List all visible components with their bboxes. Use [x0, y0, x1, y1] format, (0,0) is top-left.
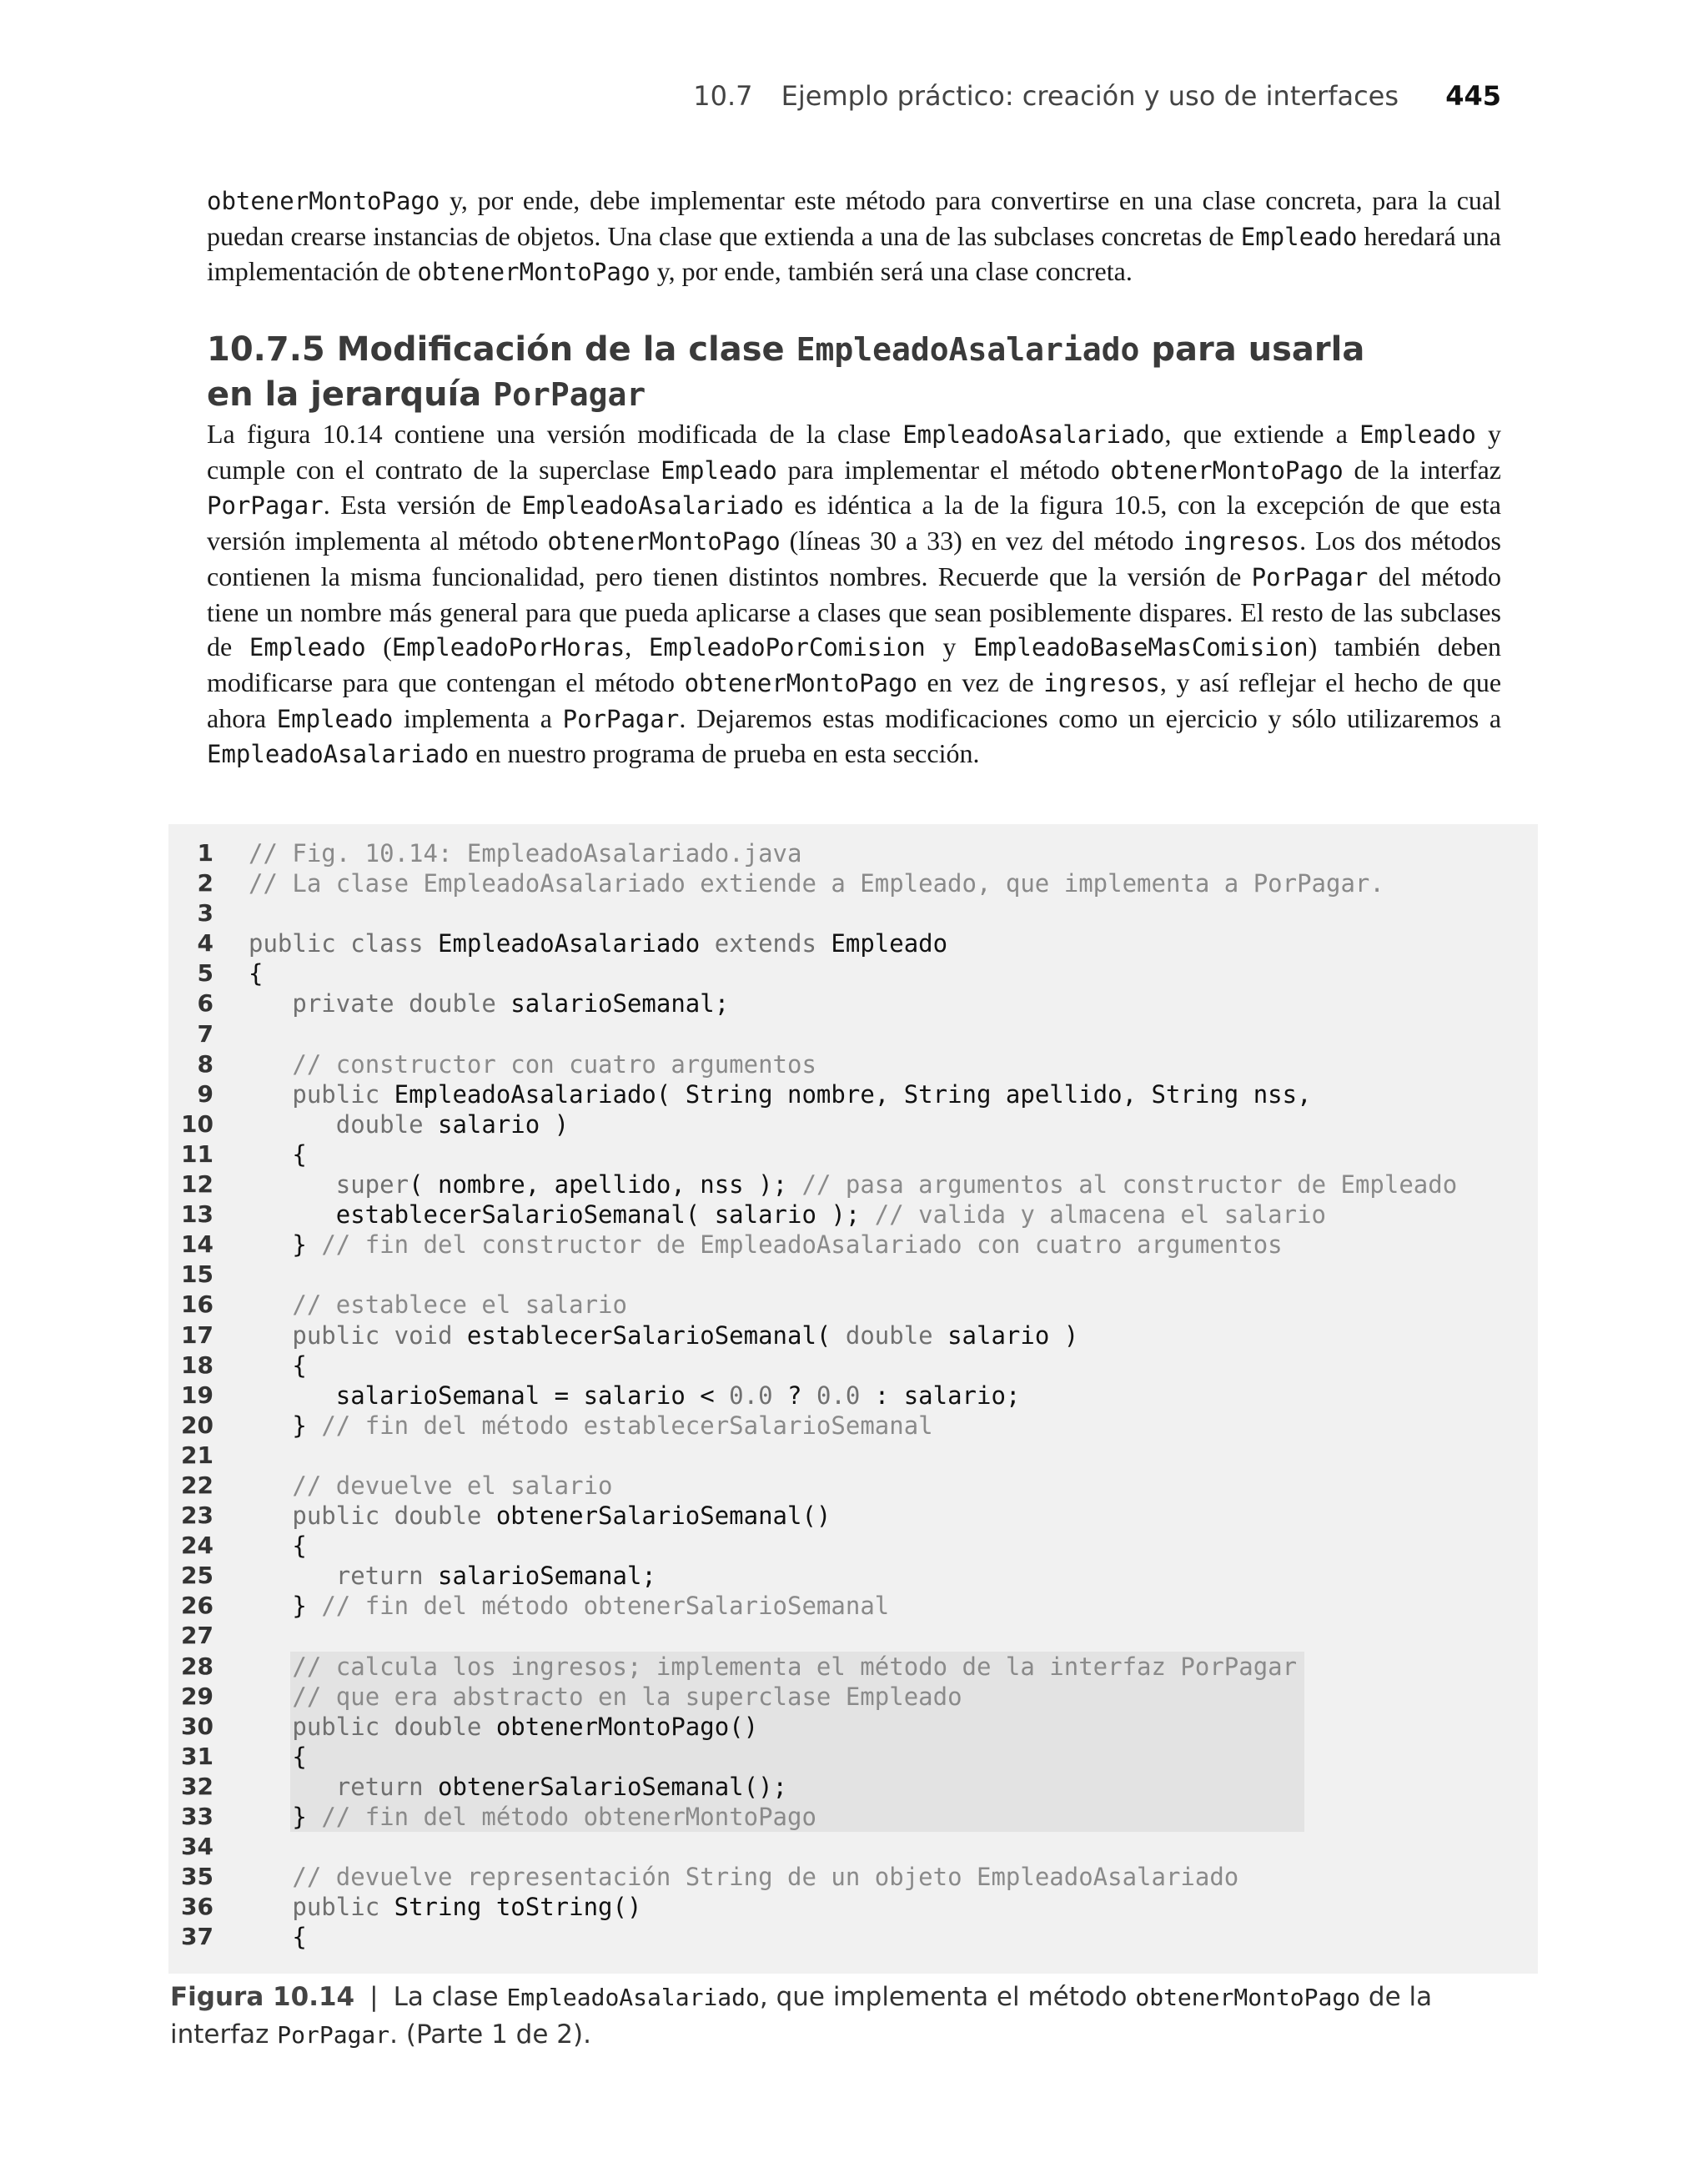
- inline-code: PorPagar: [493, 376, 646, 413]
- line-number: 27: [181, 1622, 214, 1650]
- line-number: 35: [181, 1863, 214, 1891]
- code-line: [0, 1862, 1501, 1892]
- inline-code: ingresos: [1043, 668, 1160, 697]
- code-comment: // fin del método obtenerMontoPago: [321, 1803, 816, 1831]
- code-text: [249, 1652, 1297, 1682]
- code-token: : salario;: [860, 1381, 1021, 1410]
- code-token: salarioSemanal;: [510, 989, 730, 1019]
- line-number: 33: [181, 1803, 214, 1830]
- code-comment: // que era abstracto en la superclase Empleado: [292, 1682, 962, 1711]
- line-number: 22: [181, 1471, 214, 1499]
- inline-code: Empleado: [661, 455, 777, 485]
- code-text: [249, 1862, 1238, 1892]
- code-token: [249, 1501, 292, 1530]
- code-text: [249, 1742, 307, 1772]
- code-line: [0, 1892, 1501, 1922]
- code-text: [249, 1802, 816, 1832]
- code-text: [249, 1139, 307, 1169]
- text-run: de la interfaz: [1343, 454, 1502, 485]
- code-line: [0, 928, 1501, 958]
- code-text: [249, 1712, 758, 1742]
- line-number: 9: [197, 1079, 214, 1108]
- code-token: salario ): [947, 1320, 1079, 1350]
- code-line: [0, 988, 1501, 1019]
- code-text: [249, 1772, 787, 1802]
- code-comment: // fin del método establecerSalarioSemanal: [321, 1411, 933, 1440]
- code-comment: // fin del método obtenerSalarioSemanal: [321, 1592, 890, 1621]
- code-text: [249, 1922, 307, 1952]
- code-keyword: 0.0: [729, 1381, 773, 1410]
- code-token: [249, 1652, 292, 1681]
- code-line: [0, 1169, 1501, 1200]
- line-number: 6: [197, 989, 214, 1018]
- code-token: [249, 1290, 292, 1319]
- code-line: [0, 1682, 1501, 1712]
- code-line: [0, 1230, 1501, 1260]
- code-text: [249, 958, 263, 988]
- line-number: 18: [181, 1351, 214, 1379]
- code-text: [249, 1290, 627, 1320]
- line-number: 5: [197, 959, 214, 988]
- code-text: [249, 1230, 1283, 1260]
- text-run: . Esta versión de: [323, 490, 522, 521]
- code-token: }: [249, 1411, 322, 1440]
- code-keyword: public void: [292, 1320, 467, 1350]
- code-token: }: [249, 1592, 322, 1621]
- code-comment: // La clase EmpleadoAsalariado extiende a Empleado, que implementa a PorPagar.: [249, 869, 1384, 898]
- inline-code: PorPagar: [562, 704, 680, 733]
- code-line: [0, 1531, 1501, 1561]
- section-heading-text: [207, 330, 1364, 414]
- code-token: [249, 1471, 292, 1500]
- code-text: [249, 1079, 1312, 1109]
- code-line: [0, 1591, 1501, 1621]
- code-token: {: [249, 959, 264, 988]
- line-number: 11: [181, 1139, 214, 1168]
- line-number: 21: [181, 1441, 214, 1469]
- text-run: del método tiene un nombre más general para que pueda aplicarse a clases que sean posiblemente dispares. El resto de las subclases de: [207, 561, 1502, 662]
- code-line: [0, 898, 1501, 928]
- code-line: [0, 1712, 1501, 1742]
- code-keyword: public class: [249, 929, 438, 958]
- line-number: 24: [181, 1532, 214, 1560]
- code-comment: // fin del constructor de EmpleadoAsalariado con cuatro argumentos: [321, 1230, 1283, 1260]
- code-token: [249, 1683, 292, 1711]
- code-token: [249, 1562, 336, 1590]
- section-heading: [207, 327, 1541, 417]
- code-line: [0, 1200, 1501, 1230]
- code-token: {: [249, 1532, 307, 1561]
- code-keyword: return: [335, 1562, 438, 1591]
- code-token: obtenerSalarioSemanal(): [495, 1501, 831, 1531]
- line-number: 7: [197, 1019, 214, 1048]
- text-run: ,: [625, 631, 649, 662]
- code-token: salarioSemanal;: [437, 1562, 656, 1591]
- line-number: 2: [197, 869, 214, 898]
- header-section-number: 10.7: [693, 80, 753, 112]
- inline-code: ingresos: [1183, 527, 1300, 556]
- caption-separator: |: [369, 1982, 379, 2012]
- code-line: [0, 1501, 1501, 1531]
- code-text: [249, 1501, 831, 1531]
- code-token: [249, 1080, 292, 1109]
- inline-code: EmpleadoAsalariado: [902, 420, 1165, 449]
- code-listing: [0, 838, 1501, 1952]
- code-line: [0, 1381, 1501, 1411]
- code-text: [249, 1049, 816, 1079]
- text-run: heredará una implementación de: [207, 220, 1502, 287]
- inline-code: EmpleadoPorHoras: [391, 633, 625, 662]
- line-number: 23: [181, 1501, 214, 1530]
- code-line: [0, 1139, 1501, 1169]
- code-token: EmpleadoAsalariado: [437, 929, 715, 958]
- code-text: [249, 1892, 641, 1922]
- code-token: String toString(): [394, 1893, 642, 1922]
- line-number: 10: [181, 1109, 214, 1138]
- code-token: establecerSalarioSemanal(: [466, 1320, 846, 1350]
- line-number: 31: [181, 1742, 214, 1770]
- code-token: [249, 1773, 336, 1801]
- code-keyword: super: [335, 1170, 409, 1200]
- code-line: [0, 1049, 1501, 1079]
- code-keyword: public double: [292, 1501, 496, 1531]
- text-run: en nuestro programa de prueba en esta sección.: [469, 738, 980, 769]
- line-number: 34: [181, 1833, 214, 1861]
- code-line: [0, 1079, 1501, 1109]
- code-token: {: [249, 1351, 307, 1380]
- line-number: 25: [181, 1562, 214, 1590]
- code-line: [0, 1802, 1501, 1832]
- code-line: [0, 1561, 1501, 1591]
- code-text: [249, 1591, 889, 1621]
- code-line: [0, 1471, 1501, 1501]
- code-token: establecerSalarioSemanal( salario );: [249, 1200, 875, 1230]
- code-token: Empleado: [831, 929, 948, 958]
- code-token: [249, 1321, 292, 1350]
- line-number: 32: [181, 1772, 214, 1800]
- inline-code: Empleado: [1240, 222, 1358, 251]
- line-number: 12: [181, 1170, 214, 1199]
- inline-code: PorPagar: [1251, 562, 1369, 591]
- code-line: [0, 1922, 1501, 1952]
- code-token: [249, 1170, 336, 1199]
- code-line: [0, 1109, 1501, 1139]
- running-header: [693, 80, 1501, 112]
- paragraph-1: [207, 184, 1501, 290]
- text-run: La clase: [393, 1982, 507, 2012]
- code-keyword: public: [292, 1893, 394, 1922]
- figure-caption: [170, 1979, 1505, 2054]
- code-token: }: [249, 1230, 322, 1260]
- code-text: [249, 1381, 1020, 1411]
- code-token: salario ): [437, 1109, 570, 1139]
- code-keyword: private double: [292, 989, 511, 1019]
- text-run: para usarla: [1139, 330, 1365, 369]
- inline-code: EmpleadoAsalariado: [521, 491, 784, 521]
- line-number: 37: [181, 1923, 214, 1951]
- code-keyword: public: [292, 1079, 394, 1109]
- code-token: [249, 1050, 292, 1079]
- inline-code: obtenerMontoPago: [684, 668, 917, 697]
- inline-code: Empleado: [1359, 420, 1476, 449]
- code-token: ?: [772, 1381, 816, 1410]
- code-text: [249, 1561, 656, 1591]
- code-line: [0, 1772, 1501, 1802]
- text-run: . Dejaremos estas modificaciones como un ejercicio y sólo utilizaremos a: [679, 702, 1502, 733]
- code-comment: // valida y almacena el salario: [874, 1200, 1327, 1230]
- line-number: 8: [197, 1049, 214, 1078]
- inline-code: obtenerMontoPago: [417, 258, 651, 287]
- text-run: y, por ende, debe implementar este método para convertirse en una clase concreta, para la cual puedan crearse instancias de objetos. Una clase que extienda a una de las subclases concretas de: [207, 185, 1501, 251]
- code-text: [249, 1200, 1326, 1230]
- text-run: ) también deben modificarse para que contengan el método: [207, 631, 1502, 697]
- code-comment: // devuelve representación String de un objeto EmpleadoAsalariado: [292, 1863, 1239, 1892]
- inline-code: obtenerMontoPago: [207, 187, 440, 215]
- code-token: {: [249, 1742, 307, 1771]
- code-token: [249, 1863, 292, 1891]
- code-line: [0, 1832, 1501, 1862]
- inline-code: PorPagar: [207, 491, 324, 521]
- code-line: [0, 1652, 1501, 1682]
- code-text: [249, 988, 729, 1019]
- text-run: implementa a: [393, 702, 563, 733]
- code-line: [0, 1260, 1501, 1290]
- text-run: . Los dos métodos contienen la misma funcionalidad, pero tienen distintos nombres. Recuerde que la versión de: [207, 526, 1502, 591]
- inline-code: EmpleadoAsalariado: [207, 740, 470, 769]
- text-run: , que implementa el método: [759, 1982, 1136, 2012]
- code-keyword: return: [335, 1772, 438, 1801]
- code-comment: // devuelve el salario: [292, 1471, 613, 1500]
- line-number: 36: [181, 1893, 214, 1921]
- text-run: para implementar el método: [776, 454, 1111, 485]
- text-run: y cumple con el contrato de la superclase: [207, 419, 1502, 485]
- line-number: 13: [181, 1200, 214, 1229]
- code-line: [0, 868, 1501, 898]
- paragraph-2: [207, 417, 1501, 772]
- code-line: [0, 1290, 1501, 1320]
- line-number: 16: [181, 1290, 214, 1319]
- inline-code: obtenerMontoPago: [1135, 1984, 1361, 2011]
- code-keyword: double: [335, 1109, 438, 1139]
- text-run: es idéntica a la de la figura 10.5, con la excepción de que esta versión implementa al método: [207, 490, 1502, 556]
- code-token: [249, 1893, 292, 1921]
- code-line: [0, 1411, 1501, 1441]
- text-run: La figura 10.14 contiene una versión modificada de la clase: [207, 419, 903, 449]
- line-number: 3: [197, 899, 214, 928]
- code-text: [249, 1471, 613, 1501]
- code-comment: // pasa argumentos al constructor de Empleado: [801, 1170, 1458, 1200]
- text-run: , que extiende a: [1164, 419, 1360, 449]
- inline-code: obtenerMontoPago: [547, 527, 781, 556]
- figure-label: Figura 10.14: [170, 1982, 355, 2012]
- text-run: . (Parte 1 de 2).: [389, 2020, 591, 2050]
- code-text: [249, 1682, 962, 1712]
- line-number: 15: [181, 1260, 214, 1289]
- text-run: Modificación de la clase: [336, 330, 796, 369]
- code-comment: // constructor con cuatro argumentos: [292, 1049, 816, 1079]
- line-number: 29: [181, 1682, 214, 1710]
- code-text: [249, 1531, 307, 1561]
- code-token: obtenerMontoPago(): [495, 1712, 759, 1741]
- code-line: [0, 1621, 1501, 1651]
- line-number: 14: [181, 1230, 214, 1259]
- code-keyword: extends: [714, 929, 831, 958]
- header-section-title: Ejemplo práctico: creación y uso de interfaces: [781, 80, 1399, 112]
- text-run: y, por ende, también será una clase concreta.: [650, 256, 1133, 287]
- code-line: [0, 838, 1501, 868]
- line-number: 19: [181, 1381, 214, 1409]
- inline-code: EmpleadoAsalariado: [506, 1984, 760, 2011]
- code-text: [249, 1169, 1457, 1200]
- code-text: [249, 838, 801, 868]
- code-token: salarioSemanal = salario <: [249, 1381, 730, 1410]
- code-comment: // establece el salario: [292, 1290, 627, 1320]
- inline-code: obtenerMontoPago: [1110, 455, 1344, 485]
- code-token: ( nombre, apellido, nss );: [409, 1170, 802, 1200]
- inline-code: EmpleadoBaseMasComision: [972, 633, 1309, 662]
- code-text: [249, 928, 947, 958]
- text-run: de la interfaz: [170, 1982, 1433, 2050]
- code-token: {: [249, 1923, 307, 1952]
- code-text: [249, 868, 1384, 898]
- inline-code: PorPagar: [277, 2021, 390, 2049]
- code-token: [249, 1110, 336, 1139]
- code-token: EmpleadoAsalariado( String nombre, String apellido, String nss,: [394, 1079, 1312, 1109]
- line-number: 4: [197, 929, 214, 958]
- code-line: [0, 1742, 1501, 1772]
- line-number: 30: [181, 1712, 214, 1740]
- section-number: 10.7.5: [207, 330, 325, 369]
- inline-code: EmpleadoAsalariado: [796, 331, 1140, 368]
- code-line: [0, 1320, 1501, 1351]
- code-comment: // Fig. 10.14: EmpleadoAsalariado.java: [249, 839, 802, 868]
- code-token: }: [249, 1803, 322, 1831]
- text-run: en la jerarquía: [207, 375, 494, 414]
- inline-code: EmpleadoPorComision: [648, 633, 926, 662]
- code-token: [249, 989, 292, 1018]
- text-run: (líneas 30 a 33) en vez del método: [780, 526, 1183, 556]
- code-keyword: public double: [292, 1712, 496, 1741]
- text-run: y: [925, 631, 973, 662]
- line-number: 26: [181, 1592, 214, 1620]
- caption-text: [170, 1982, 1432, 2050]
- code-text: [249, 1109, 569, 1139]
- inline-code: Empleado: [276, 704, 394, 733]
- code-keyword: double: [845, 1320, 948, 1350]
- code-keyword: 0.0: [816, 1381, 861, 1410]
- code-text: [249, 1320, 1078, 1351]
- code-comment: // calcula los ingresos; implementa el método de la interfaz PorPagar: [292, 1652, 1298, 1681]
- line-number: 28: [181, 1652, 214, 1680]
- inline-code: Empleado: [249, 633, 366, 662]
- text-run: en vez de: [917, 666, 1044, 697]
- code-line: [0, 1351, 1501, 1381]
- text-run: (: [365, 631, 392, 662]
- code-token: [249, 1713, 292, 1741]
- code-line: [0, 1441, 1501, 1471]
- code-line: [0, 1019, 1501, 1049]
- code-token: obtenerSalarioSemanal();: [437, 1772, 788, 1801]
- code-text: [249, 1411, 933, 1441]
- text-run: , y así reflejar el hecho de que ahora: [207, 666, 1502, 733]
- line-number: 17: [181, 1320, 214, 1349]
- line-number: 20: [181, 1411, 214, 1439]
- page-number: 445: [1445, 80, 1501, 112]
- line-number: 1: [197, 839, 214, 867]
- code-text: [249, 1351, 307, 1381]
- code-token: {: [249, 1139, 307, 1169]
- code-line: [0, 958, 1501, 988]
